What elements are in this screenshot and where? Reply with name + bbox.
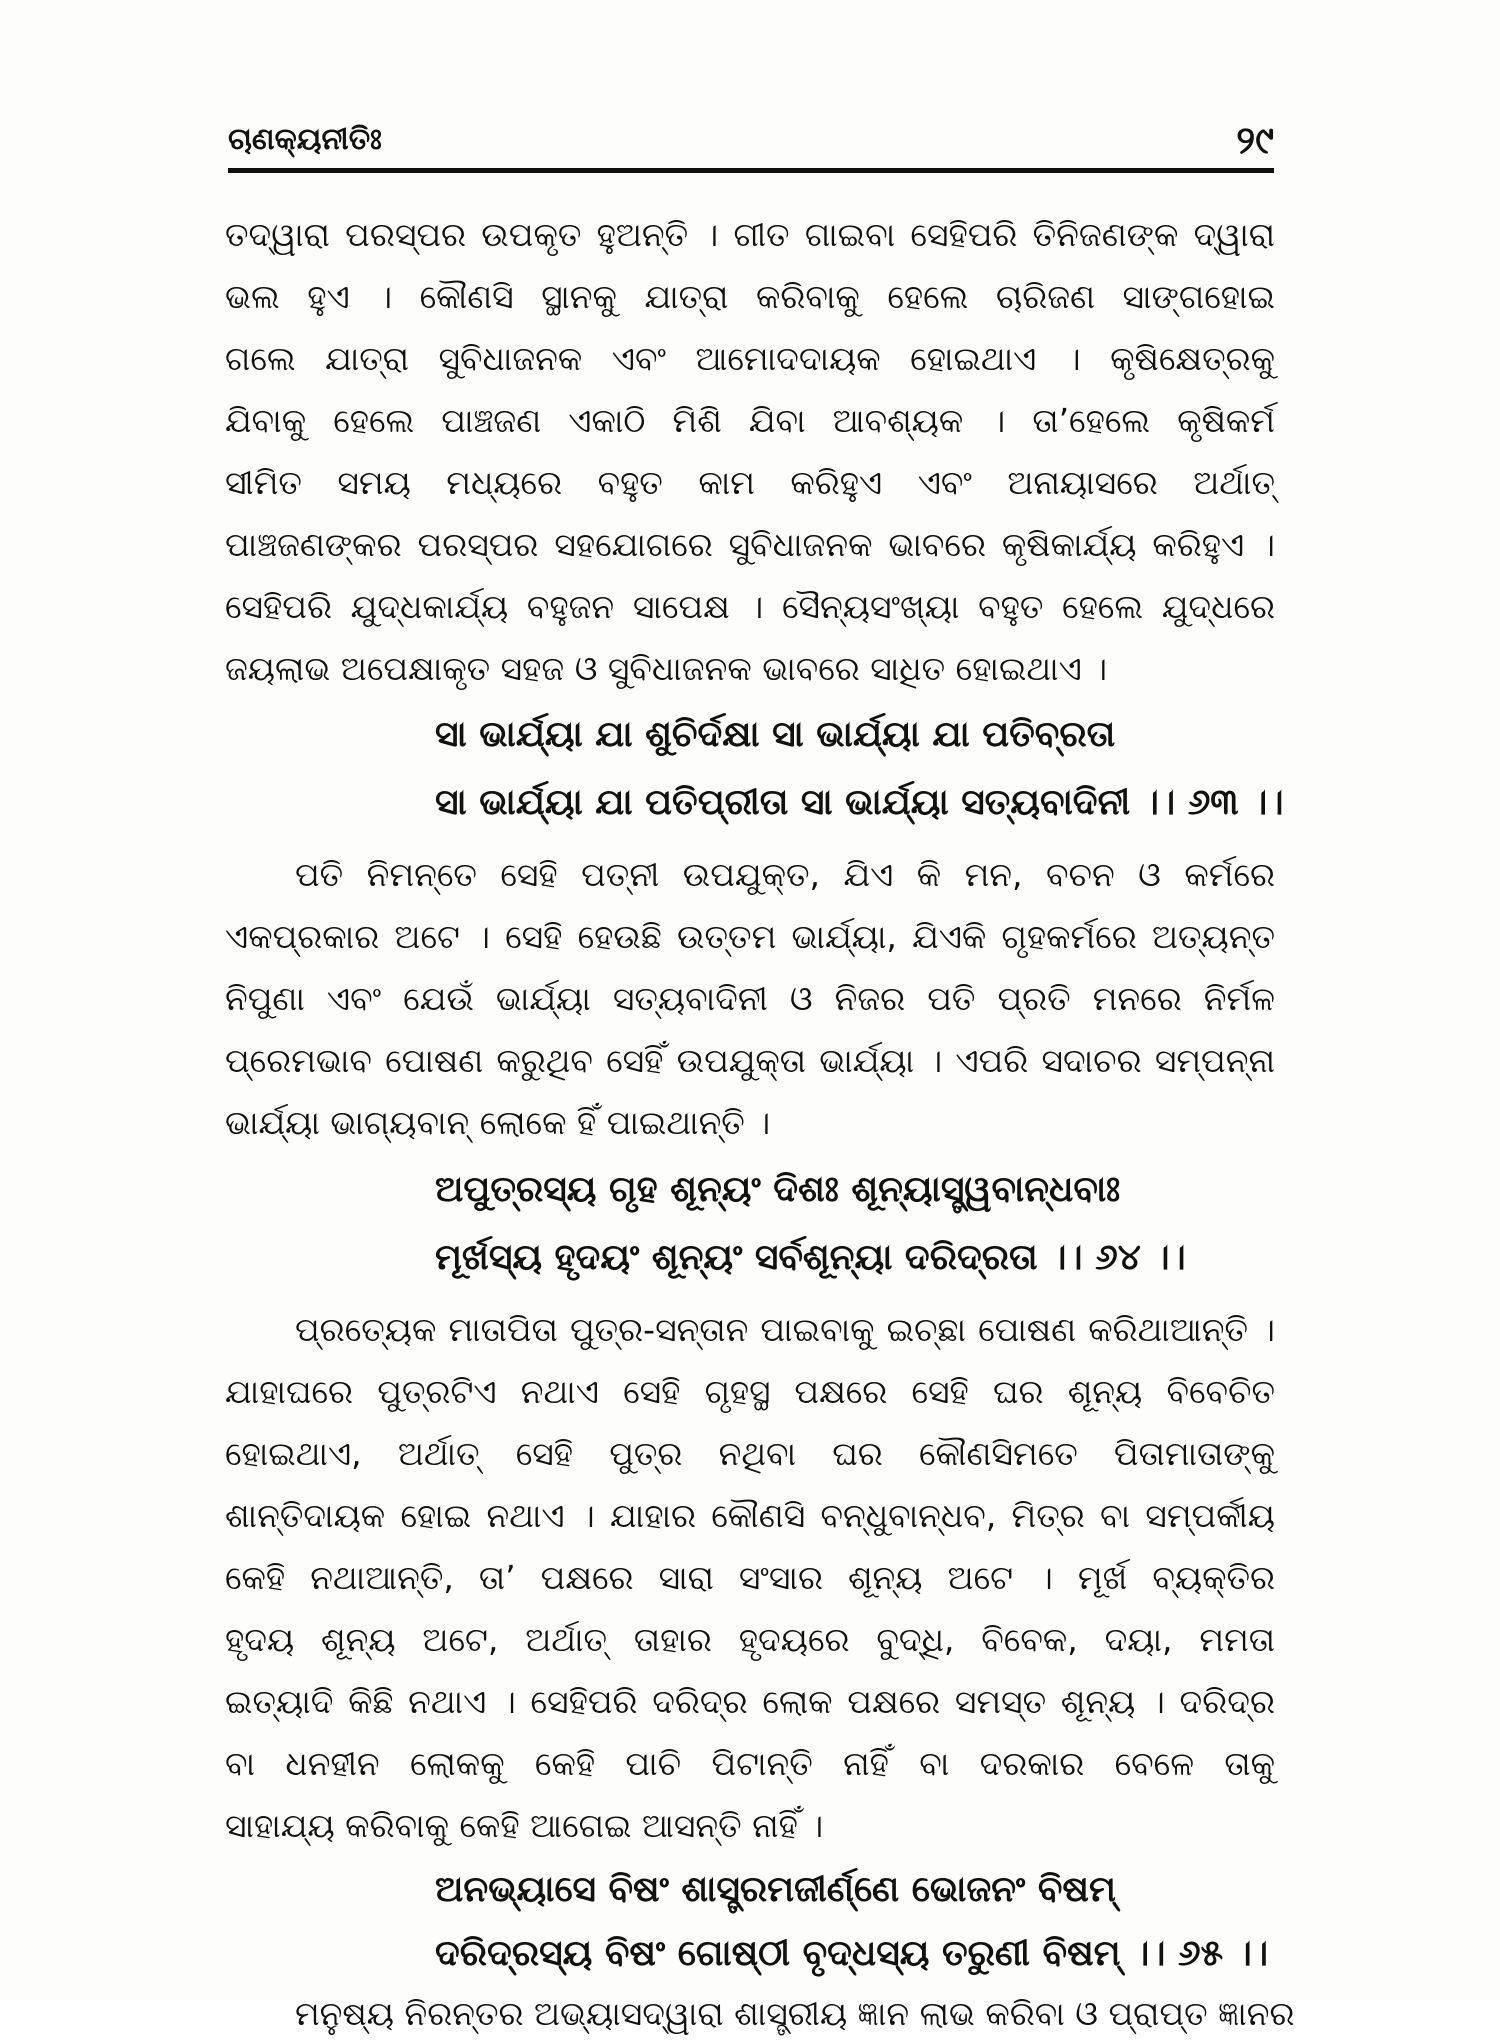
paragraph-line: ଭାର୍ଯ୍ୟା ଭାଗ୍ୟବାନ୍ ଲୋକେ ହିଁ ପାଇଥାନ୍ତି । (225, 1103, 771, 1142)
verse-line: ସା ଭାର୍ଯ୍ୟା ଯା ପତିପ୍ରୀତା ସା ଭାର୍ଯ୍ୟା ସତ୍ୟବାଦିନୀ ।। ୬୩ ।। (435, 782, 1284, 823)
paragraph-line: ହୃଦୟ ଶୂନ୍ୟ ଅଟେ, ଅର୍ଥାତ୍ ତାହାର ହୃଦୟରେ ବୁଦ୍ଧି, ବିବେକ, ଦୟା, ମମତା (225, 1620, 1275, 1659)
verse-line: ଦରିଦ୍ରସ୍ୟ ବିଷଂ ଗୋଷ୍ଠୀ ବୃଦ୍ଧସ୍ୟ ତରୁଣୀ ବିଷମ୍ ।। ୬୫ ।। (435, 1933, 1269, 1974)
paragraph-line: ଇତ୍ୟାଦି କିଛି ନଥାଏ । ସେହିପରି ଦରିଦ୍ର ଲୋକ ପକ୍ଷରେ ସମସ୍ତ ଶୂନ୍ୟ । ଦରିଦ୍ର (225, 1682, 1275, 1721)
verse-line: ଅପୁତ୍ରସ୍ୟ ଗୃହ ଶୂନ୍ୟଂ ଦିଶଃ ଶୂନ୍ୟାସ୍ତ୍ୱବାନ୍ଧବାଃ (435, 1169, 1121, 1210)
paragraph-line: ପତି ନିମନ୍ତେ ସେହି ପତ୍ନୀ ଉପଯୁକ୍ତ, ଯିଏ କି ମନ, ବଚନ ଓ କର୍ମରେ (295, 855, 1275, 894)
paragraph-line: ବା ଧନହୀନ ଲୋକକୁ କେହି ପାଚି ପିଟାନ୍ତି ନାହିଁ ବା ଦରକାର ବେଳେ ତାକୁ (225, 1744, 1275, 1783)
paragraph-line: ପାଞ୍ଚଜଣଙ୍କର ପରସ୍ପର ସହଯୋଗରେ ସୁବିଧାଜନକ ଭାବରେ କୃଷିକାର୍ଯ୍ୟ କରିହୁଏ । (225, 525, 1275, 564)
paragraph-line: ମନୁଷ୍ୟ ନିରନ୍ତର ଅଭ୍ୟାସଦ୍ୱାରା ଶାସ୍ତ୍ରୀୟ ଜ୍ଞାନ ଲାଭ କରିବା ଓ ପ୍ରାପ୍ତ ଜ୍ଞାନର (295, 1994, 1295, 2033)
verse-line: ଅନଭ୍ୟାସେ ବିଷଂ ଶାସ୍ତ୍ରମଜୀର୍ଣ୍ଣେ ଭୋଜନଂ ବିଷମ୍ (435, 1869, 1116, 1910)
paragraph-line: ସେହିପରି ଯୁଦ୍ଧକାର୍ଯ୍ୟ ବହୁଜନ ସାପେକ୍ଷ । ସୈନ୍ୟସଂଖ୍ୟା ବହୁତ ହେଲେ ଯୁଦ୍ଧରେ (225, 587, 1275, 626)
page-number: ୨୯ (1236, 118, 1274, 162)
paragraph-line: ପ୍ରେମଭାବ ପୋଷଣ କରୁଥିବ ସେହିଁ ଉପଯୁକ୍ତା ଭାର୍ଯ୍ୟା । ଏପରି ସଦାଚର ସମ୍ପନ୍ନା (225, 1041, 1275, 1080)
header-rule (228, 168, 1274, 173)
paragraph-line: ଯାହାଘରେ ପୁତ୍ରଟିଏ ନଥାଏ ସେହି ଗୃହସ୍ଥ ପକ୍ଷରେ ସେହି ଘର ଶୂନ୍ୟ ବିବେଚିତ (225, 1372, 1275, 1411)
paragraph-line: ତଦ୍ୱାରା ପରସ୍ପର ଉପକୃତ ହୁଅନ୍ତି । ଗୀତ ଗାଇବା ସେହିପରି ତିନିଜଣଙ୍କ ଦ୍ୱାରା (225, 215, 1275, 254)
paragraph-line: ଗଲେ ଯାତ୍ରା ସୁବିଧାଜନକ ଏବଂ ଆମୋଦଦାୟକ ହୋଇଥାଏ । କୃଷିକ୍ଷେତ୍ରକୁ (225, 339, 1275, 378)
paragraph-line: ନିପୁଣା ଏବଂ ଯେଉଁ ଭାର୍ଯ୍ୟା ସତ୍ୟବାଦିନୀ ଓ ନିଜର ପତି ପ୍ରତି ମନରେ ନିର୍ମଳ (225, 979, 1275, 1018)
paragraph-line: କେହି ନଥାଆନ୍ତି, ତା’ ପକ୍ଷରେ ସାରା ସଂସାର ଶୂନ୍ୟ ଅଟେ । ମୂର୍ଖ ବ୍ୟକ୍ତିର (225, 1558, 1275, 1597)
paragraph-line: ଯିବାକୁ ହେଲେ ପାଞ୍ଚଜଣ ଏକାଠି ମିଶି ଯିବା ଆବଶ୍ୟକ । ତା’ହେଲେ କୃଷିକର୍ମ (225, 401, 1275, 440)
paragraph-line: ହୋଇଥାଏ, ଅର୍ଥାତ୍ ସେହି ପୁତ୍ର ନଥିବା ଘର କୌଣସିମତେ ପିତାମାତାଙ୍କୁ (225, 1434, 1275, 1473)
running-header (228, 118, 1274, 168)
verse-line: ସା ଭାର୍ଯ୍ୟା ଯା ଶୁଚିର୍ଦକ୍ଷା ସା ଭାର୍ଯ୍ୟା ଯା ପତିବ୍ରତା (435, 714, 1116, 755)
paragraph-line: ଏକପ୍ରକାର ଅଟେ । ସେହି ହେଉଛି ଉତ୍ତମ ଭାର୍ଯ୍ୟା, ଯିଏକି ଗୃହକର୍ମରେ ଅତ୍ୟନ୍ତ (225, 917, 1275, 956)
paragraph-line: ସାହାଯ୍ୟ କରିବାକୁ କେହି ଆଗେଇ ଆସନ୍ତି ନାହିଁ । (225, 1806, 824, 1845)
paragraph-line: ସୀମିତ ସମୟ ମଧ୍ୟରେ ବହୁତ କାମ କରିହୁଏ ଏବଂ ଅନାୟାସରେ ଅର୍ଥାତ୍ (225, 463, 1275, 502)
running-title: ଚାଣକ୍ୟନୀତିଃ (228, 122, 382, 157)
paragraph-line: ପ୍ରତ୍ୟେକ ମାତାପିତା ପୁତ୍ର-ସନ୍ତାନ ପାଇବାକୁ ଇଚ୍ଛା ପୋଷଣ କରିଥାଆନ୍ତି । (295, 1310, 1275, 1349)
verse-line: ମୂର୍ଖସ୍ୟ ହୃଦୟଂ ଶୂନ୍ୟଂ ସର୍ବଶୂନ୍ୟା ଦରିଦ୍ରତା ।। ୬୪ ।। (435, 1237, 1186, 1278)
paragraph-line: ଜୟଲାଭ ଅପେକ୍ଷାକୃତ ସହଜ ଓ ସୁବିଧାଜନକ ଭାବରେ ସାଧିତ ହୋଇଥାଏ । (225, 649, 1108, 688)
paragraph-line: ଭଲ ହୁଏ । କୌଣସି ସ୍ଥାନକୁ ଯାତ୍ରା କରିବାକୁ ହେଲେ ଚାରିଜଣ ସାଙ୍ଗହୋଇ (225, 277, 1275, 316)
paragraph-line: ଶାନ୍ତିଦାୟକ ହୋଇ ନଥାଏ । ଯାହାର କୌଣସି ବନ୍ଧୁବାନ୍ଧବ, ମିତ୍ର ବା ସମ୍ପର୍କୀୟ (225, 1496, 1275, 1535)
